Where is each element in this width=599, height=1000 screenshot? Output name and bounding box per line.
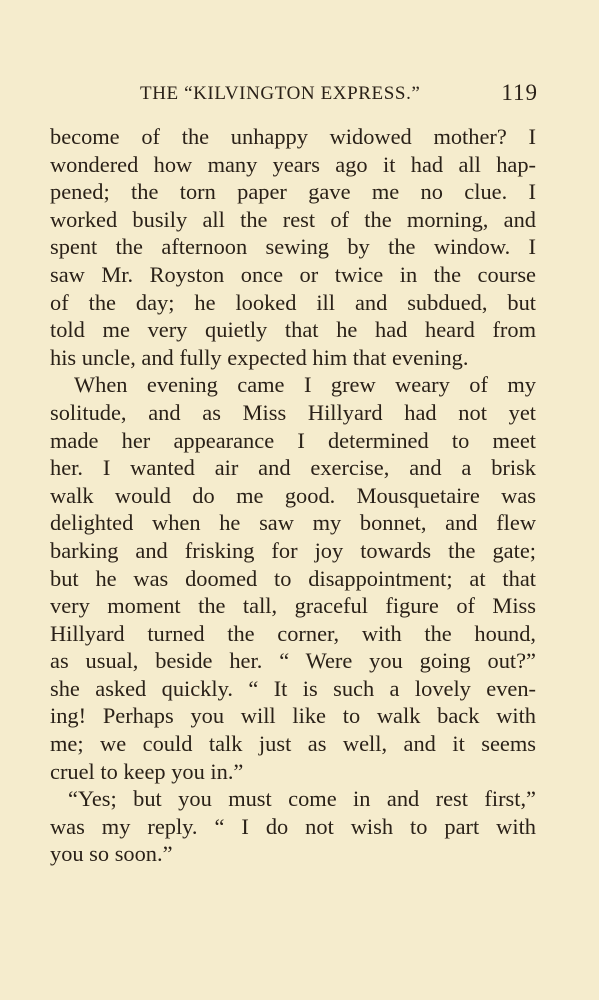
text-line: as usual, beside her. “ Were you going out?” — [50, 648, 536, 674]
text-line: of the day; he looked ill and subdued, but — [50, 289, 536, 315]
text-line: ing! Perhaps you will like to walk back with — [50, 703, 536, 729]
text-line: worked busily all the rest of the morning, and — [50, 206, 536, 232]
text-line: her. I wanted air and exercise, and a brisk — [50, 455, 536, 481]
text-line: saw Mr. Royston once or twice in the course — [50, 261, 536, 287]
text-line: solitude, and as Miss Hillyard had not yet — [50, 399, 536, 425]
text-line: you so soon.” — [50, 841, 173, 867]
text-line: “Yes; but you must come in and rest first,” — [68, 786, 536, 812]
text-line: me; we could talk just as well, and it seems — [50, 731, 536, 757]
text-line: walk would do me good. Mousquetaire was — [50, 482, 536, 508]
text-line: pened; the torn paper gave me no clue. I — [50, 179, 536, 205]
body-text — [50, 123, 536, 868]
text-line: made her appearance I determined to meet — [50, 427, 536, 453]
text-line: become of the unhappy widowed mother? I — [50, 124, 536, 149]
page-number: 119 — [501, 80, 538, 105]
text-line: told me very quietly that he had heard from — [50, 317, 536, 343]
text-line: very moment the tall, graceful figure of Miss — [50, 593, 536, 619]
text-line: Hillyard turned the corner, with the hound, — [50, 620, 536, 646]
text-line: spent the afternoon sewing by the window. I — [50, 234, 536, 260]
text-line: but he was doomed to disappointment; at that — [50, 565, 536, 591]
running-head — [140, 80, 540, 110]
text-line: cruel to keep you in.” — [50, 758, 244, 784]
text-line: wondered how many years ago it had all hap- — [50, 151, 536, 177]
text-line: When evening came I grew weary of my — [74, 372, 536, 398]
text-line: barking and frisking for joy towards the gate; — [50, 537, 536, 563]
text-line: his uncle, and fully expected him that evening. — [50, 344, 469, 370]
text-line: she asked quickly. “ It is such a lovely even- — [50, 675, 536, 701]
running-title: THE “KILVINGTON EXPRESS.” — [140, 83, 421, 104]
text-line: delighted when he saw my bonnet, and flew — [50, 510, 536, 536]
text-line: was my reply. “ I do not wish to part with — [50, 813, 536, 839]
